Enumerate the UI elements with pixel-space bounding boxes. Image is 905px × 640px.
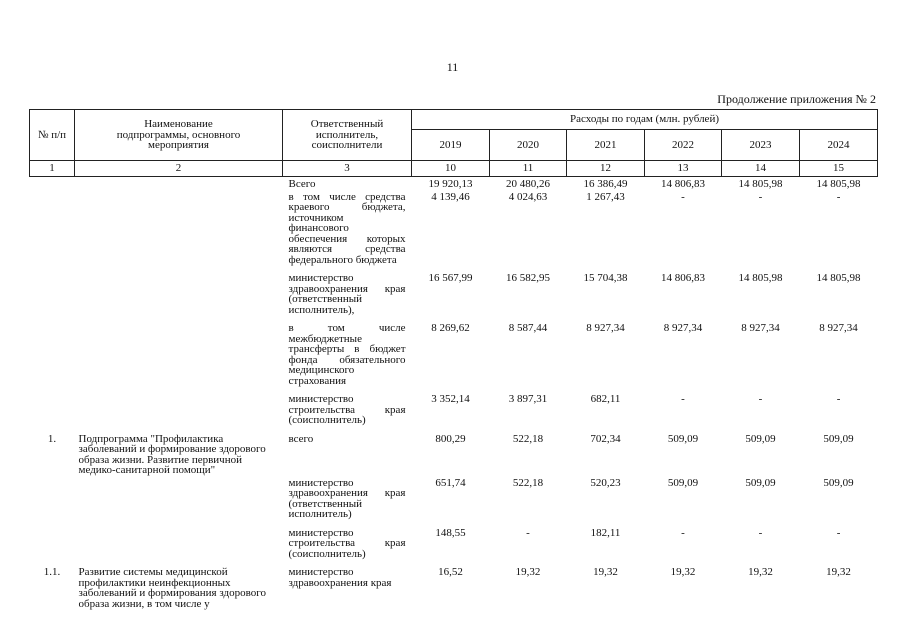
row-value: 8 587,44 (508, 322, 548, 334)
row-value: - (758, 190, 763, 203)
table-row (30, 432, 878, 476)
row-name (75, 321, 283, 392)
row-value: 702,34 (590, 432, 621, 445)
header-expenses: Расходы по годам (млн. рублей) (412, 110, 878, 130)
table-row (30, 392, 878, 432)
row-executor: в том числе средства краевого бюджета, источником финансового обеспечения которых являются средства федерального бюджета (288, 190, 406, 266)
row-value: 8 927,34 (663, 322, 703, 334)
row-number (30, 392, 75, 432)
column-number: 15 (800, 161, 878, 177)
row-value: 14 806,83 (661, 272, 705, 284)
row-number (30, 321, 75, 392)
row-value: 8 269,62 (431, 322, 470, 334)
row-value: 16 567,99 (428, 272, 473, 284)
continuation-note: Продолжение приложения № 2 (717, 92, 876, 106)
row-value: - (836, 393, 841, 405)
row-value: 14 805,98 (816, 178, 861, 190)
column-number: 2 (75, 161, 283, 177)
header-executor: Ответственный исполнитель, соисполнители (283, 110, 412, 161)
row-name (75, 190, 283, 272)
header-year-2023: 2023 (722, 130, 800, 161)
row-value: 182,11 (590, 526, 621, 539)
row-value: - (681, 526, 685, 539)
row-value: 1 267,43 (586, 190, 625, 203)
row-value: 14 805,98 (738, 272, 783, 284)
row-value: 800,29 (435, 432, 466, 445)
row-number (30, 271, 75, 321)
row-value: 19 920,13 (428, 178, 473, 190)
row-executor: министерство строительства края (соисполнитель) (288, 526, 406, 560)
row-value: 20 480,26 (506, 178, 550, 190)
column-number: 10 (412, 161, 490, 177)
row-value: 19,32 (670, 566, 696, 578)
table-row (30, 271, 878, 321)
row-number (30, 476, 75, 526)
column-number: 3 (283, 161, 412, 177)
table-row (30, 321, 878, 392)
row-value: - (758, 393, 763, 405)
row-name (75, 526, 283, 566)
row-number (30, 177, 75, 190)
row-executor: министерство здравоохранения края (ответственный исполнитель) (288, 476, 406, 520)
row-value: - (836, 190, 841, 203)
row-value: 148,55 (435, 526, 466, 539)
row-value: 19,32 (826, 566, 851, 578)
row-value: 16 386,49 (583, 178, 628, 190)
row-executor: Всего (288, 178, 316, 190)
row-name (75, 177, 283, 190)
row-value: 4 139,46 (431, 190, 470, 203)
row-value: - (526, 526, 530, 539)
header-year-2020: 2020 (490, 130, 567, 161)
row-value: 14 805,98 (738, 178, 783, 190)
row-value: 4 024,63 (508, 190, 548, 203)
header-year-2019: 2019 (412, 130, 490, 161)
column-number: 12 (567, 161, 645, 177)
column-number: 11 (490, 161, 567, 177)
row-executor: министерство строительства края (соисполнитель) (288, 393, 406, 426)
header-name: Наименование подпрограммы, основного мероприятия (75, 110, 283, 161)
row-value: 651,74 (435, 476, 466, 489)
header-num: № п/п (30, 110, 75, 161)
row-value: - (681, 393, 685, 405)
row-value: 520,23 (590, 476, 621, 489)
row-value: - (681, 190, 685, 203)
column-number: 13 (645, 161, 722, 177)
row-value: 14 805,98 (816, 272, 861, 284)
header-year-2024: 2024 (800, 130, 878, 161)
row-value: 3 352,14 (431, 393, 470, 405)
row-value: 3 897,31 (508, 393, 548, 405)
table-row (30, 526, 878, 566)
row-value: 509,09 (667, 432, 699, 445)
table-row (30, 565, 878, 609)
row-value: 19,32 (593, 566, 618, 578)
table-row (30, 476, 878, 526)
row-value: 509,09 (667, 476, 699, 489)
row-name (75, 476, 283, 526)
row-value: 509,09 (745, 476, 776, 489)
column-number: 14 (722, 161, 800, 177)
row-value: 8 927,34 (741, 322, 780, 334)
row-value: 8 927,34 (819, 322, 858, 334)
page-number: 11 (446, 60, 459, 74)
row-number: 1. (47, 432, 57, 445)
row-value: 682,11 (590, 393, 621, 405)
row-executor: министерство здравоохранения края (ответственный исполнитель), (288, 272, 406, 316)
row-name: Развитие системы медицинской профилактики неинфекционных заболеваний и формирования здорового образа жизни, в том числе у (78, 566, 266, 610)
row-executor: всего (288, 432, 314, 445)
row-executor: министерство здравоохранения края (288, 566, 392, 589)
row-value: - (836, 526, 841, 539)
row-value: 19,32 (748, 566, 773, 578)
row-value: 509,09 (823, 476, 854, 489)
budget-table (29, 109, 878, 609)
row-value: 16 582,95 (506, 272, 550, 284)
column-number: 1 (30, 161, 75, 177)
row-name: Подпрограмма "Профилактика заболеваний и формирование здорового образа жизни. Развитие первичной медико-санитарной помощи" (78, 432, 266, 476)
row-value: 15 704,38 (583, 272, 628, 284)
row-executor: в том числе межбюджетные трансферты в бюджет фонда обязательного медицинского страхования (288, 322, 406, 387)
table-row (30, 177, 878, 190)
row-value: - (758, 526, 763, 539)
row-value: 19,32 (515, 566, 541, 578)
row-value: 509,09 (745, 432, 776, 445)
row-number (30, 190, 75, 272)
table-row (30, 190, 878, 272)
row-name (75, 392, 283, 432)
row-value: 16,52 (438, 566, 463, 578)
row-value: 14 806,83 (661, 178, 705, 190)
header-year-2021: 2021 (567, 130, 645, 161)
row-number: 1.1. (43, 566, 61, 578)
row-value: 522,18 (512, 432, 544, 445)
row-value: 509,09 (823, 432, 854, 445)
row-value: 8 927,34 (586, 322, 625, 334)
header-year-2022: 2022 (645, 130, 722, 161)
row-name (75, 271, 283, 321)
row-value: 522,18 (512, 476, 544, 489)
row-number (30, 526, 75, 566)
